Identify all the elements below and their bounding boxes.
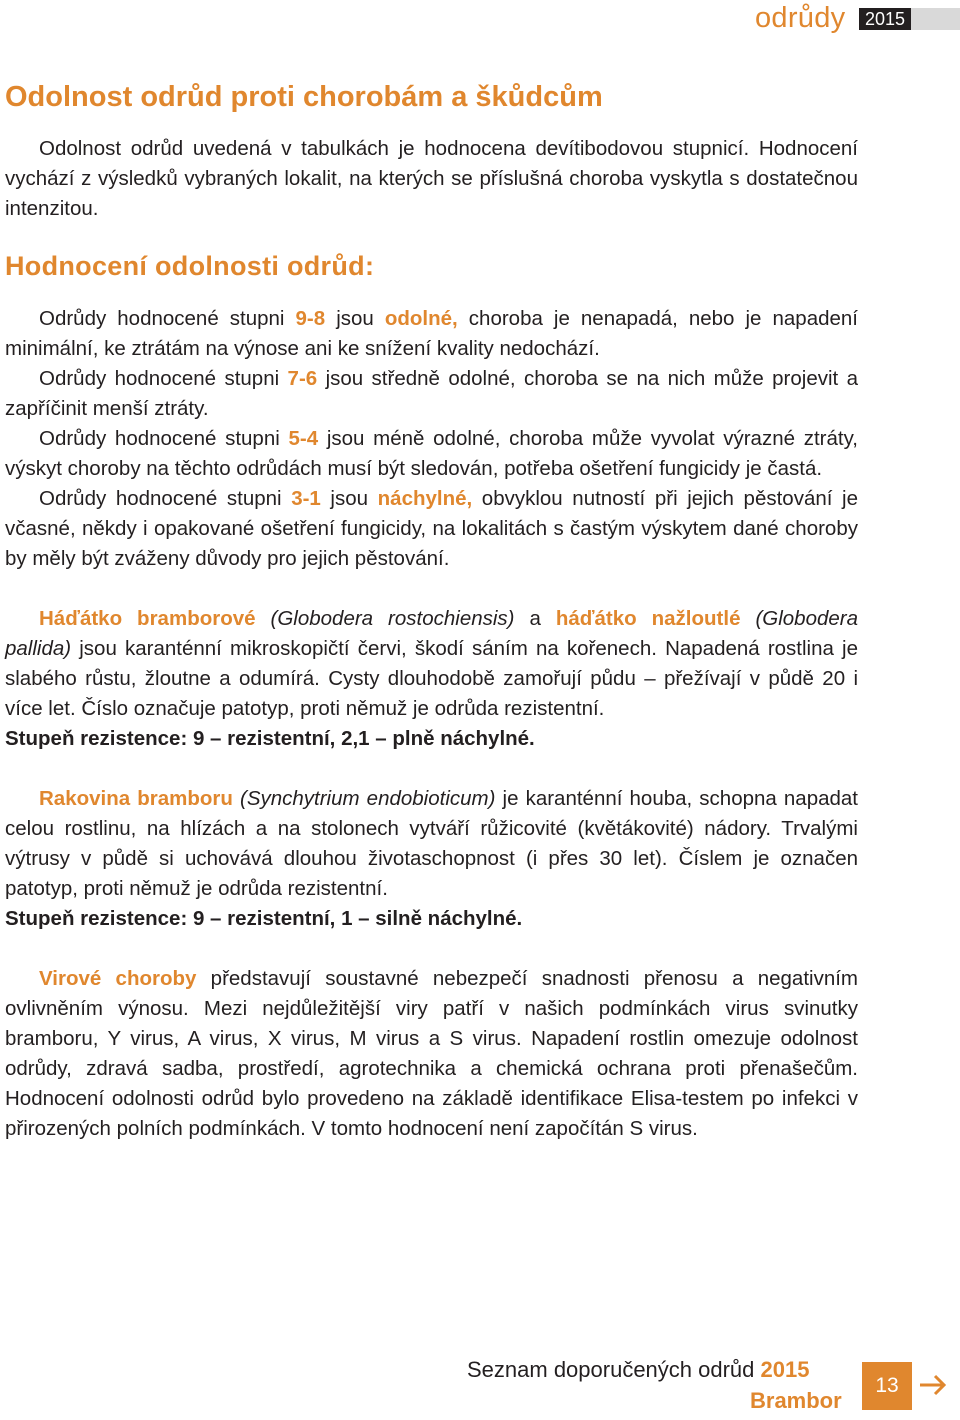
rating-paragraph-resistant: Odrůdy hodnocené stupni 9-8 jsou odolné, choroba je nenapadá, nebo je napadení minimální, ke ztrátám na výnose ani ke snížení kvality nedochází. [5, 307, 859, 360]
wart-resistance-scale: Stupeň rezistence: 9 – rezistentní, 1 – silně náchylné. [5, 907, 523, 930]
header-section-label: odrůdy [755, 2, 846, 34]
rating-subtitle: Hodnocení odolnosti odrůd: [5, 251, 375, 281]
footer-subtitle: Brambor [750, 1388, 842, 1413]
header-bar [911, 8, 960, 30]
header-year-badge: 2015 [859, 8, 911, 30]
footer-title: Seznam doporučených odrůd 2015 [467, 1357, 810, 1382]
article [5, 80, 858, 1144]
nematode-resistance-scale: Stupeň rezistence: 9 – rezistentní, 2,1 – plně náchylné. [5, 727, 535, 750]
nematode-paragraph: Háďátko bramborové (Globodera rostochiensis) a háďátko nažloutlé (Globodera pallida) jsou karanténní mikroskopičtí červi, škodí sáním na kořenech. Napadená rostlina je slabého růstu, žloutne a odumírá. Cysty dlouhodobě zamořují půdu – přežívají v půdě 20 i více let. Číslo označuje patotyp, proti němuž je odrůda rezistentní. [5, 607, 859, 720]
rating-paragraph-susceptible: Odrůdy hodnocené stupni 3-1 jsou náchylné, obvyklou nutností při jejich pěstování je včasné, někdy i opakované ošetření fungicidy, na lokalitách s častým výskytem dané choroby by měly být zváženy důvody pro jejich pěstování. [5, 487, 858, 570]
rating-paragraph-less: Odrůdy hodnocené stupni 5-4 jsou méně odolné, choroba může vyvolat výrazné ztráty, výskyt choroby na těchto odrůdách musí být sledován, potřeba ošetření fungicidy je častá. [5, 427, 858, 480]
intro-paragraph: Odolnost odrůd uvedená v tabulkách je hodnocena devítibodovou stupnicí. Hodnocení vychází z výsledků vybraných lokalit, na kterých se příslušná choroba vyskytla s dostatečnou intenzitou. [5, 137, 858, 220]
rating-paragraph-medium: Odrůdy hodnocené stupni 7-6 jsou středně odolné, choroba se na nich může projevit a zapříčinit menší ztráty. [5, 367, 859, 420]
virus-paragraph: Virové choroby představují soustavné nebezpečí snadnosti přenosu a negativním ovlivněním výnosu. Mezi nejdůležitější viry patří v našich podmínkách virus svinutky bramboru, Y virus, A virus, X virus, M virus a S virus. Napadení rostlin omezuje odolnost odrůdy, zdravá sadba, prostředí, agrotechnika a chemická ochrana proti přenašečům. Hodnocení odolnosti odrůd bylo provedeno na základě identifikace Elisa-testem po infekci v přirozených polních podmínkách. V tomto hodnocení není započítán S virus. [5, 967, 858, 1140]
arrow-right-icon[interactable] [916, 1370, 950, 1400]
wart-paragraph: Rakovina bramboru (Synchytrium endobioticum) je karanténní houba, schopna napadat celou rostlinu, na hlízách a na stolonech vytváří růžicovité (květákovité) nádory. Trvalými výtrusy v půdě si uchovává dlouhou životaschopnost (i přes 30 let). Číslem je označen patotyp, proti němuž je odrůda rezistentní. [5, 787, 858, 900]
page-number: 13 [862, 1362, 912, 1410]
page-title: Odolnost odrůd proti chorobám a škůdcům [5, 81, 603, 113]
